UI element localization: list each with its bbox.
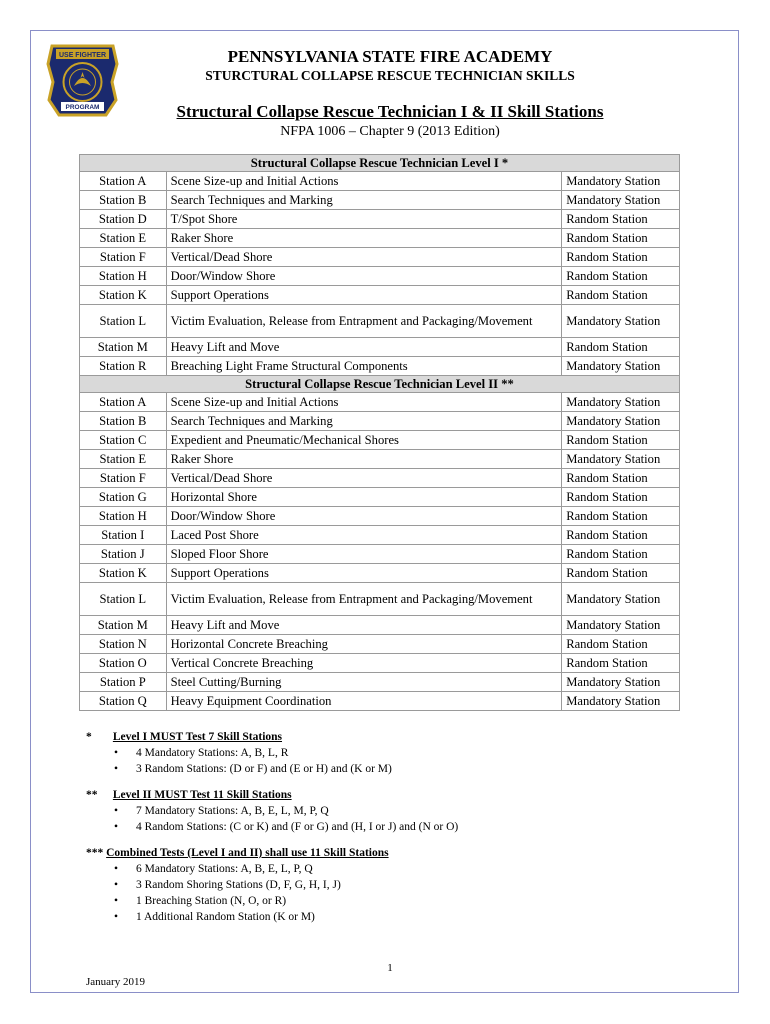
station-name: Horizontal Shore	[166, 488, 562, 507]
note-heading	[86, 789, 706, 801]
bullet-icon: •	[114, 805, 119, 817]
station-type: Mandatory Station	[562, 616, 680, 635]
station-row	[80, 450, 680, 469]
note-heading	[86, 731, 706, 743]
bullet-icon: •	[114, 895, 119, 907]
station-type: Random Station	[562, 469, 680, 488]
note-heading-text: Level I MUST Test 7 Skill Stations	[112, 731, 283, 743]
station-type: Mandatory Station	[562, 305, 680, 338]
station-id: Station A	[80, 393, 167, 412]
station-name: Vertical/Dead Shore	[166, 469, 562, 488]
station-row	[80, 412, 680, 431]
station-type: Mandatory Station	[562, 357, 680, 376]
station-id: Station J	[80, 545, 167, 564]
station-type: Random Station	[562, 431, 680, 450]
station-id: Station E	[80, 450, 167, 469]
station-row	[80, 526, 680, 545]
station-type: Mandatory Station	[562, 393, 680, 412]
station-type: Random Station	[562, 286, 680, 305]
station-type: Random Station	[562, 267, 680, 286]
station-name: Search Techniques and Marking	[166, 191, 562, 210]
skill-stations-table	[79, 154, 680, 711]
station-row	[80, 488, 680, 507]
level-heading-row	[80, 376, 680, 393]
station-type: Random Station	[562, 488, 680, 507]
note-item-text: 3 Random Shoring Stations (D, F, G, H, I, J)	[136, 879, 341, 891]
note-list-item	[112, 893, 706, 909]
station-name: Sloped Floor Shore	[166, 545, 562, 564]
document-title: Structural Collapse Rescue Technician I & II Skill Stations	[176, 102, 604, 121]
program-name: STURCTURAL COLLAPSE RESCUE TECHNICIAN SKILLS	[205, 68, 575, 83]
station-row	[80, 229, 680, 248]
notes-section	[86, 731, 706, 937]
note-list	[86, 745, 706, 777]
station-type: Random Station	[562, 248, 680, 267]
note-item-text: 3 Random Stations: (D or F) and (E or H) and (K or M)	[136, 763, 392, 775]
note-item-text: 7 Mandatory Stations: A, B, E, L, M, P, Q	[136, 805, 329, 817]
note-list	[86, 861, 706, 925]
station-row	[80, 393, 680, 412]
station-id: Station R	[80, 357, 167, 376]
station-type: Mandatory Station	[562, 673, 680, 692]
bullet-icon: •	[114, 821, 119, 833]
level-heading-row	[80, 155, 680, 172]
station-name: Victim Evaluation, Release from Entrapment and Packaging/Movement	[166, 305, 562, 338]
station-id: Station P	[80, 673, 167, 692]
bullet-icon: •	[114, 879, 119, 891]
station-row	[80, 654, 680, 673]
station-type: Random Station	[562, 545, 680, 564]
station-id: Station L	[80, 305, 167, 338]
station-name: Laced Post Shore	[166, 526, 562, 545]
station-type: Mandatory Station	[562, 692, 680, 711]
station-type: Mandatory Station	[562, 450, 680, 469]
station-type: Random Station	[562, 338, 680, 357]
station-row	[80, 673, 680, 692]
station-id: Station Q	[80, 692, 167, 711]
note-item-text: 1 Breaching Station (N, O, or R)	[136, 895, 287, 907]
note-marker: **	[86, 789, 98, 801]
station-name: Breaching Light Frame Structural Components	[166, 357, 562, 376]
note-list	[86, 803, 706, 835]
note-heading-text: Level II MUST Test 11 Skill Stations	[112, 789, 292, 801]
note-list-item	[112, 803, 706, 819]
station-row	[80, 564, 680, 583]
station-type: Random Station	[562, 635, 680, 654]
note-block	[86, 731, 706, 777]
note-list-item	[112, 761, 706, 777]
station-name: Vertical Concrete Breaching	[166, 654, 562, 673]
note-list-item	[112, 745, 706, 761]
station-id: Station M	[80, 616, 167, 635]
station-type: Mandatory Station	[562, 191, 680, 210]
station-type: Random Station	[562, 229, 680, 248]
station-row	[80, 305, 680, 338]
station-id: Station D	[80, 210, 167, 229]
station-id: Station H	[80, 267, 167, 286]
station-id: Station K	[80, 286, 167, 305]
station-id: Station C	[80, 431, 167, 450]
footer-date: January 2019	[86, 976, 145, 988]
station-type: Random Station	[562, 654, 680, 673]
svg-text:USE FIGHTER: USE FIGHTER	[58, 52, 107, 59]
station-type: Random Station	[562, 526, 680, 545]
station-name: Scene Size-up and Initial Actions	[166, 172, 562, 191]
station-row	[80, 635, 680, 654]
note-item-text: 6 Mandatory Stations: A, B, E, L, P, Q	[136, 863, 313, 875]
station-name: Heavy Equipment Coordination	[166, 692, 562, 711]
svg-text:PROGRAM: PROGRAM	[65, 104, 100, 111]
station-row	[80, 507, 680, 526]
station-row	[80, 583, 680, 616]
station-row	[80, 267, 680, 286]
station-row	[80, 357, 680, 376]
station-row	[80, 210, 680, 229]
station-name: Heavy Lift and Move	[166, 338, 562, 357]
note-list-item	[112, 909, 706, 925]
note-heading	[86, 847, 706, 859]
station-row	[80, 545, 680, 564]
station-row	[80, 692, 680, 711]
station-row	[80, 431, 680, 450]
station-row	[80, 616, 680, 635]
note-marker: ***	[86, 847, 104, 859]
station-id: Station G	[80, 488, 167, 507]
note-item-text: 4 Random Stations: (C or K) and (F or G) and (H, I or J) and (N or O)	[136, 821, 459, 833]
station-name: Door/Window Shore	[166, 267, 562, 286]
station-id: Station H	[80, 507, 167, 526]
station-id: Station F	[80, 469, 167, 488]
station-name: Scene Size-up and Initial Actions	[166, 393, 562, 412]
station-name: Raker Shore	[166, 450, 562, 469]
bullet-icon: •	[114, 911, 119, 923]
station-id: Station B	[80, 191, 167, 210]
bullet-icon: •	[114, 747, 119, 759]
station-name: Search Techniques and Marking	[166, 412, 562, 431]
station-row	[80, 172, 680, 191]
note-item-text: 4 Mandatory Stations: A, B, L, R	[136, 747, 289, 759]
note-marker: *	[86, 731, 92, 743]
level-heading: Structural Collapse Rescue Technician Level I *	[80, 155, 680, 172]
note-block	[86, 847, 706, 925]
station-name: Support Operations	[166, 286, 562, 305]
station-name: T/Spot Shore	[166, 210, 562, 229]
station-type: Mandatory Station	[562, 412, 680, 431]
station-id: Station M	[80, 338, 167, 357]
station-type: Random Station	[562, 564, 680, 583]
station-id: Station L	[80, 583, 167, 616]
page-number: 1	[387, 962, 393, 974]
bullet-icon: •	[114, 763, 119, 775]
note-heading-text: Combined Tests (Level I and II) shall use 11 Skill Stations	[106, 847, 389, 859]
station-name: Vertical/Dead Shore	[166, 248, 562, 267]
station-name: Door/Window Shore	[166, 507, 562, 526]
bullet-icon: •	[114, 863, 119, 875]
station-row	[80, 191, 680, 210]
station-name: Heavy Lift and Move	[166, 616, 562, 635]
station-id: Station I	[80, 526, 167, 545]
station-type: Mandatory Station	[562, 172, 680, 191]
station-type: Random Station	[562, 210, 680, 229]
station-id: Station A	[80, 172, 167, 191]
station-row	[80, 286, 680, 305]
document-subtitle: NFPA 1006 – Chapter 9 (2013 Edition)	[280, 124, 500, 139]
station-type: Mandatory Station	[562, 583, 680, 616]
station-name: Victim Evaluation, Release from Entrapment and Packaging/Movement	[166, 583, 562, 616]
station-name: Expedient and Pneumatic/Mechanical Shores	[166, 431, 562, 450]
station-row	[80, 338, 680, 357]
station-name: Steel Cutting/Burning	[166, 673, 562, 692]
station-name: Raker Shore	[166, 229, 562, 248]
academy-name: PENNSYLVANIA STATE FIRE ACADEMY	[227, 47, 553, 66]
station-name: Horizontal Concrete Breaching	[166, 635, 562, 654]
station-id: Station K	[80, 564, 167, 583]
station-row	[80, 469, 680, 488]
station-id: Station E	[80, 229, 167, 248]
note-item-text: 1 Additional Random Station (K or M)	[136, 911, 315, 923]
level-heading: Structural Collapse Rescue Technician Level II **	[80, 376, 680, 393]
station-id: Station N	[80, 635, 167, 654]
note-list-item	[112, 877, 706, 893]
note-list-item	[112, 861, 706, 877]
station-row	[80, 248, 680, 267]
note-block	[86, 789, 706, 835]
station-id: Station F	[80, 248, 167, 267]
station-id: Station B	[80, 412, 167, 431]
station-name: Support Operations	[166, 564, 562, 583]
station-id: Station O	[80, 654, 167, 673]
note-list-item	[112, 819, 706, 835]
station-type: Random Station	[562, 507, 680, 526]
